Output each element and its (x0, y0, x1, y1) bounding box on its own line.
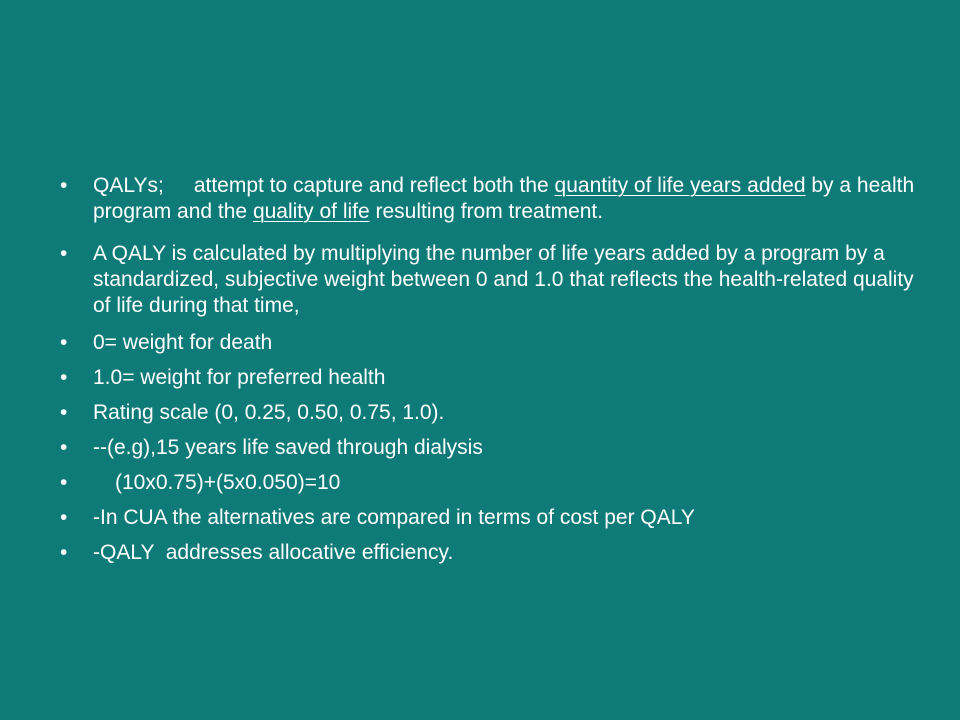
bullet-text: Rating scale (0, 0.25, 0.50, 0.75, 1.0). (93, 401, 445, 424)
bullet-item-efficiency (60, 540, 920, 566)
bullet-item-qalys (60, 173, 920, 225)
bullet-text: A QALY is calculated by multiplying the number of life years added by a program by a standardized, subjective weight between 0 and 1.0 that reflects the health-related quality of life during that time, (93, 242, 914, 317)
bullet-dot: • (60, 401, 68, 424)
bullet-text: resulting from treatment. (369, 200, 604, 223)
bullet-text: 0= weight for death (93, 331, 273, 354)
bullet-dot: • (60, 331, 68, 354)
bullet-item-weight-death (60, 330, 920, 356)
bullet-text: (10x0.75)+(5x0.050)=10 (115, 471, 341, 494)
bullet-item-cua (60, 505, 920, 531)
bullet-dot: • (60, 471, 68, 494)
bullet-dot: • (60, 174, 68, 197)
bullet-dot: • (60, 366, 68, 389)
bullet-dot: • (60, 242, 68, 265)
bullet-dot: • (60, 436, 68, 459)
bullet-list (60, 173, 920, 575)
bullet-item-rating-scale (60, 400, 920, 426)
bullet-item-weight-health (60, 365, 920, 391)
bullet-text: -QALY addresses allocative efficiency. (93, 541, 454, 564)
bullet-text: 1.0= weight for preferred health (93, 366, 386, 389)
underlined-phrase-quantity: quantity of life years added (554, 174, 806, 197)
bullet-item-formula (60, 470, 920, 496)
bullet-item-calculation (60, 241, 920, 319)
bullet-lead: QALYs; (93, 174, 164, 197)
underlined-phrase-quality: quality of life (252, 200, 370, 223)
bullet-dot: • (60, 506, 68, 529)
bullet-item-example (60, 435, 920, 461)
bullet-dot: • (60, 541, 68, 564)
bullet-text: attempt to capture and reflect both the (193, 174, 555, 197)
bullet-text: -In CUA the alternatives are compared in terms of cost per QALY (93, 506, 695, 529)
bullet-text: by a health program and the (93, 174, 915, 223)
bullet-text: --(e.g),15 years life saved through dialysis (93, 436, 483, 459)
